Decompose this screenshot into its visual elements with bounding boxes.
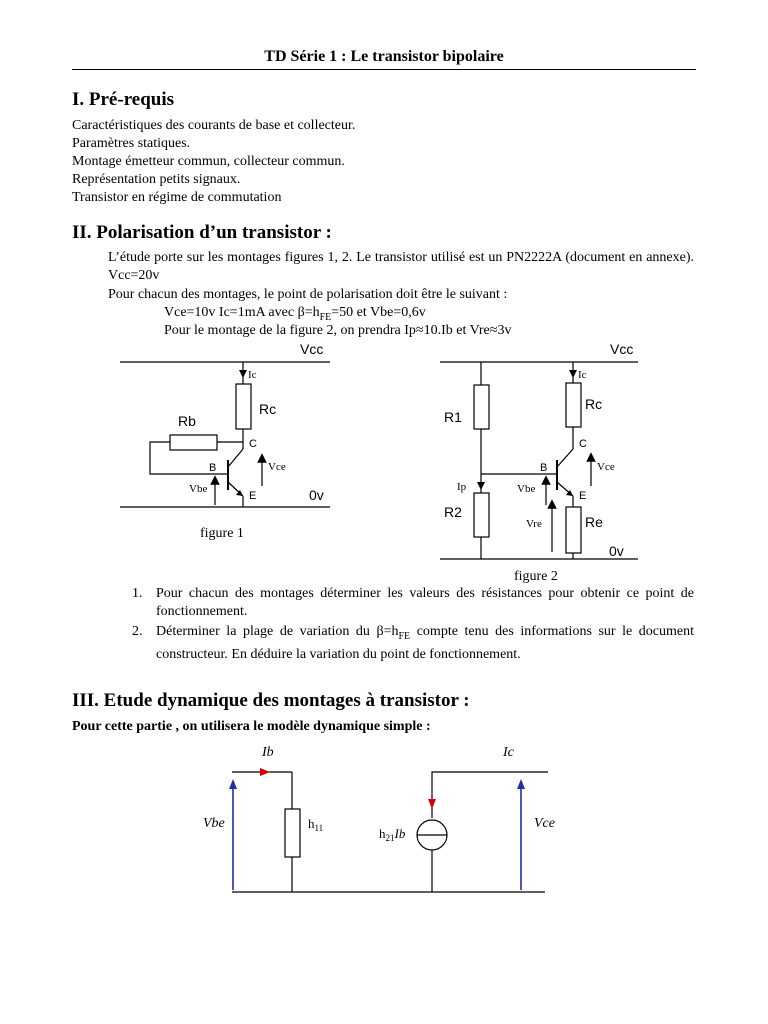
- section-3-heading: III. Etude dynamique des montages à transistor :: [72, 690, 470, 711]
- vce-arrow-head: [517, 779, 525, 789]
- prerequisite-item: Transistor en régime de commutation: [72, 190, 282, 205]
- fig1-c-label: C: [249, 438, 257, 450]
- h11-h: h: [308, 816, 315, 831]
- spec-values: Vce=10v Ic=1mA avec: [164, 305, 295, 320]
- prerequisite-item: Représentation petits signaux.: [72, 172, 241, 187]
- question-text: Pour chacun des montages déterminer les valeurs des résistances pour obtenir ce point de fonctionnement.: [156, 586, 694, 619]
- h21-subscript: 21: [385, 833, 395, 843]
- h21-label: [379, 826, 406, 843]
- spec-values-rest: =50 et Vbe=0,6v: [331, 305, 426, 320]
- fig1-rc-label: Rc: [259, 401, 277, 417]
- fig2-c-label: C: [579, 438, 587, 450]
- polarisation-point-line: Pour chacun des montages, le point de polarisation doit être le suivant :: [108, 287, 508, 302]
- fig1-vbe-label: Vbe: [189, 483, 208, 495]
- fig2-vcc-label: Vcc: [610, 341, 634, 357]
- beta-symbol: β=h: [297, 305, 320, 320]
- fig1-vcc-label: Vcc: [300, 341, 324, 357]
- h11-resistor: [285, 809, 300, 857]
- fig1-rb-label: Rb: [178, 413, 196, 429]
- fig1-e-label: E: [249, 490, 257, 502]
- prerequisite-item: Montage émetteur commun, collecteur commun.: [72, 154, 345, 169]
- h21-ib: Ib: [394, 826, 406, 841]
- h11-subscript: 11: [314, 823, 324, 833]
- fig2-vre-label: Vre: [526, 518, 542, 530]
- beta-subscript: FE: [319, 311, 332, 323]
- fig2-r1-label: R1: [444, 409, 462, 425]
- fig2-rc-label: Rc: [585, 396, 603, 412]
- fig2-vbe-label: Vbe: [517, 483, 536, 495]
- fig2-vce-label: Vce: [597, 461, 615, 473]
- question-number: 2.: [132, 624, 143, 639]
- section-2-intro: L’étude porte sur les montages figures 1, 2. Le transistor utilisé est un PN2222A (document en annexe). Vcc=20v: [108, 250, 694, 283]
- ib-label: Ib: [262, 745, 274, 760]
- vbe-arrow-head: [229, 779, 237, 789]
- h11-label: [308, 816, 323, 833]
- fig1-vce-label: Vce: [268, 461, 286, 473]
- fig1-b-label: B: [209, 462, 217, 474]
- h21-h: h: [379, 826, 386, 841]
- figure-2-spec: Pour le montage de la figure 2, on prendra Ip≈10.Ib et Vre≈3v: [164, 323, 512, 338]
- figure-1-caption: figure 1: [200, 526, 244, 541]
- page-title: TD Série 1 : Le transistor bipolaire: [264, 48, 504, 65]
- output-top-wire: [432, 772, 548, 818]
- question-text: Déterminer la plage de variation du β=h: [156, 624, 399, 639]
- vbe-label: Vbe: [203, 816, 225, 831]
- ic-label: Ic: [503, 745, 514, 760]
- figure-2-caption: figure 2: [514, 569, 558, 584]
- section-2-heading: II. Polarisation d’un transistor :: [72, 222, 332, 243]
- fig1-ic-label: Ic: [248, 369, 257, 381]
- prerequisite-item: Caractéristiques des courants de base et collecteur.: [72, 118, 356, 133]
- fig2-ic-label: Ic: [578, 369, 587, 381]
- section-1-heading: I. Pré-requis: [72, 89, 175, 110]
- section-3-subheading: Pour cette partie , on utilisera le modèle dynamique simple :: [72, 719, 431, 734]
- fig2-0v-label: 0v: [609, 543, 624, 559]
- question-text-rest: compte tenu des informations sur le document constructeur. En déduire la variation du point de fonctionnement.: [156, 624, 694, 662]
- ic-arrow-head: [428, 799, 436, 809]
- hfe-subscript: FE: [398, 630, 411, 642]
- fig2-ip-label: Ip: [457, 481, 467, 493]
- fig2-r2-label: R2: [444, 504, 462, 520]
- fig2-e-label: E: [579, 490, 587, 502]
- fig1-0v-label: 0v: [309, 487, 324, 503]
- ib-arrow-head: [260, 768, 270, 776]
- prerequisite-item: Paramètres statiques.: [72, 136, 191, 151]
- question-number: 1.: [132, 586, 143, 601]
- fig2-b-label: B: [540, 462, 548, 474]
- vce-label: Vce: [534, 816, 555, 831]
- fig2-re-label: Re: [585, 514, 603, 530]
